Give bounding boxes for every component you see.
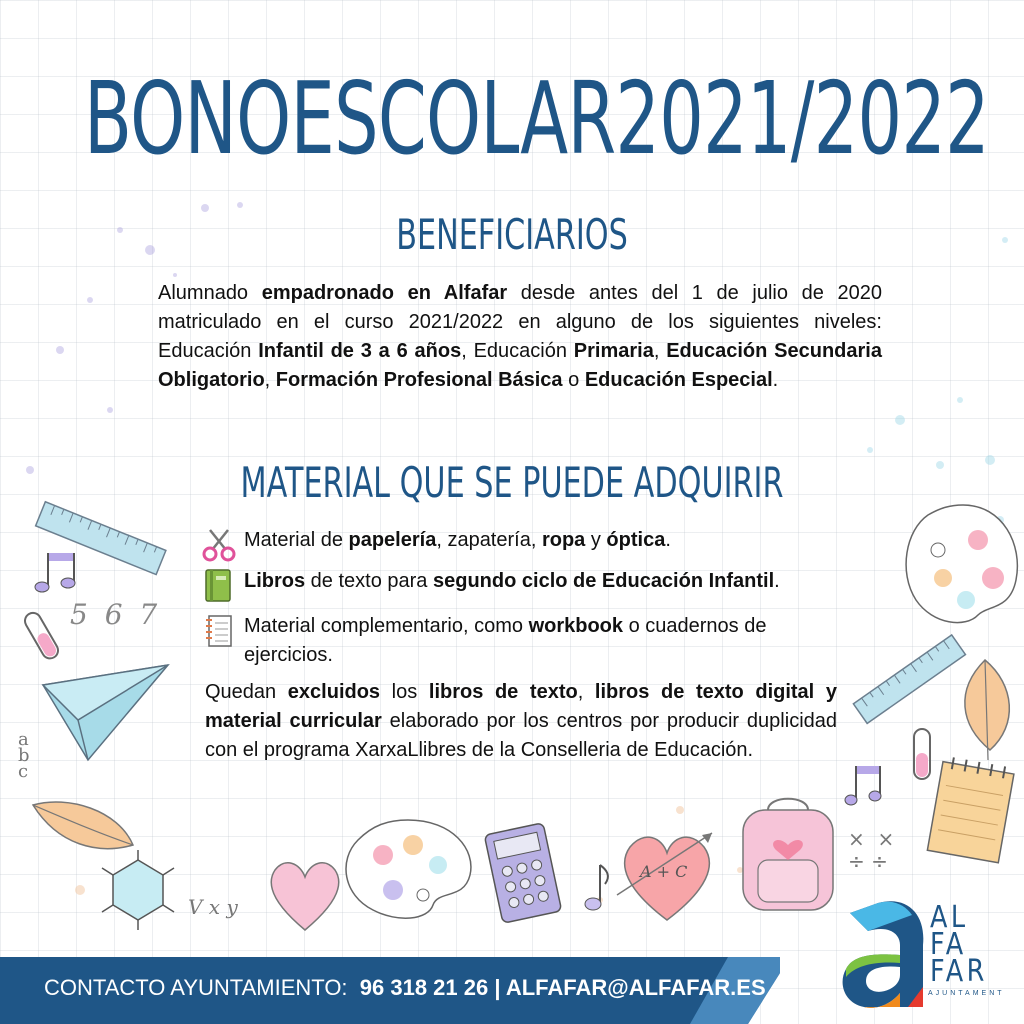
logo-text-fa: FA <box>930 927 967 962</box>
heart-initials: A + C <box>640 862 688 881</box>
notepad-icon <box>920 755 1020 865</box>
paper-plane-icon <box>38 660 178 770</box>
palette-icon <box>898 500 1023 630</box>
list-item <box>202 612 844 670</box>
title-word-escolar: ESCOLAR <box>290 59 616 177</box>
molecule-icon <box>98 850 178 930</box>
abc-decoration: a b c <box>18 729 30 782</box>
footer-email[interactable]: ALFAFAR@ALFAFAR.ES <box>505 975 766 1000</box>
material-heading: MATERIAL QUE SE PUEDE ADQUIRIR <box>240 458 784 507</box>
footer-label: CONTACTO AYUNTAMIENTO: <box>44 975 348 1000</box>
title-word-bono: BONO <box>84 59 291 177</box>
footer-phone[interactable]: 96 318 21 26 <box>359 975 489 1000</box>
list-item <box>202 526 844 562</box>
leaf-icon <box>950 655 1020 765</box>
music-note-icon <box>842 760 892 815</box>
logo-text-al: AL <box>930 900 969 935</box>
logo-text-far: FAR <box>930 954 988 989</box>
music-note-icon <box>30 545 90 605</box>
logo-subtitle: AJUNTAMENT <box>928 990 1005 997</box>
notebook-icon <box>202 612 236 648</box>
book-icon <box>202 567 236 603</box>
calculator-icon <box>478 818 568 928</box>
beneficiarios-paragraph: Alumnado empadronado en Alfafar desde antes del 1 de julio de 2020 matriculado en el curso 2021/2022 en alguno de los siguientes niveles: Educación Infantil de 3 a 6 años, Educación Primaria, Educación Secundaria Obligatorio, Formación Profesional Básica o Educación Especial. <box>158 282 883 391</box>
title-word-year: 2021/2022 <box>615 59 990 177</box>
palette-icon <box>338 815 478 925</box>
scissors-icon <box>202 526 236 562</box>
beneficiarios-heading: BENEFICIARIOS <box>396 210 628 259</box>
exclusion-paragraph: Quedan excluidos los libros de texto, libros de texto digital y material curricular elaborado por los centros por producir duplicidad con el programa XarxaLlibres de la Conselleria de Educación. <box>205 681 838 761</box>
list-item <box>202 567 844 603</box>
numbers-decoration: 5 6 7 <box>70 598 162 631</box>
backpack-icon <box>728 790 848 920</box>
list-item-text: Material de papelería, zapatería, ropa y óptica. <box>244 529 671 551</box>
vxy-decoration: V x y <box>188 895 238 919</box>
list-item-text: Libros de texto para segundo ciclo de Educación Infantil. <box>244 570 780 592</box>
math-symbols-decoration: × × ÷ ÷ <box>848 827 895 873</box>
page-title <box>84 58 990 178</box>
music-note-icon <box>575 860 615 920</box>
heart-icon <box>265 855 345 935</box>
footer-contact: CONTACTO AYUNTAMIENTO: 96 318 21 26 | ALFAFAR@ALFAFAR.ES <box>44 975 766 1000</box>
list-item-text: Material complementario, como workbook o cuadernos de ejercicios. <box>244 615 767 666</box>
